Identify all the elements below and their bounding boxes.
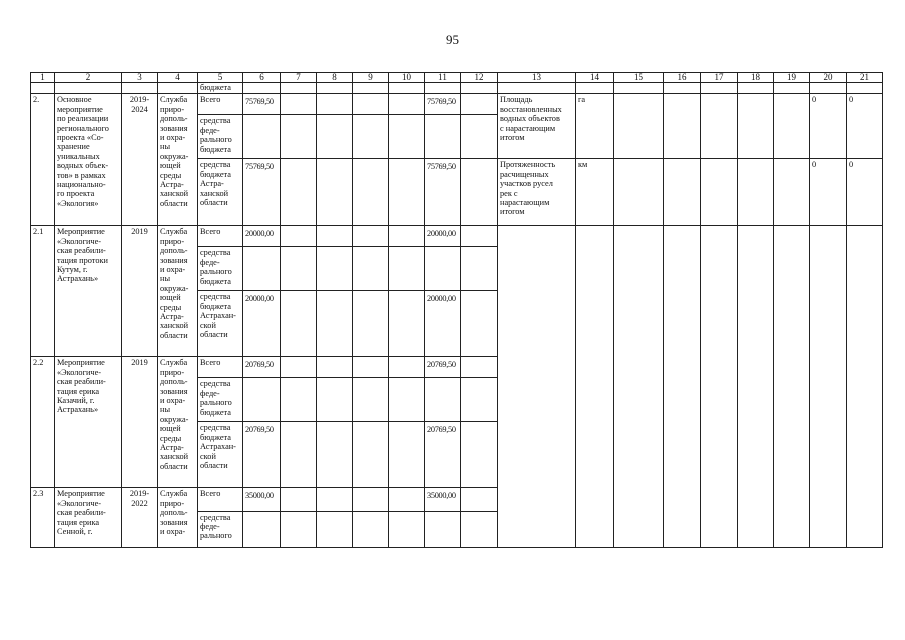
col-header: 5 [198,73,243,83]
indicator-name: Протяженность расчищенных участков русел рек с нарастающим итогом [498,159,576,226]
continuation-text: бюджета [198,83,243,94]
amount-col6: 20769,50 [243,422,281,488]
indicator-value: 0 [810,94,847,159]
amount-col11: 20769,50 [425,357,461,378]
amount-col6: 75769,50 [243,159,281,226]
years: 2019 [122,226,158,357]
executor: Служба приро- дополь- зования и охра- ны окружа- ющей среды Астра- ханской области [158,226,198,357]
source-regional: средства бюджета Астра- ханской области [198,159,243,226]
col-header: 6 [243,73,281,83]
amount-col11: 20769,50 [425,422,461,488]
amount-col11: 35000,00 [425,488,461,511]
source-total: Всего [198,94,243,115]
col-header: 17 [701,73,738,83]
source-total: Всего [198,488,243,511]
source-federal: средства феде- рального бюджета [198,247,243,291]
amount-col6: 35000,00 [243,488,281,511]
years: 2019- 2022 [122,488,158,547]
row-number: 2.3 [31,488,55,547]
source-total: Всего [198,357,243,378]
measure-name: Мероприятие «Экологиче- ская реабили- тация ерика Казачий, г. Астрахань» [55,357,122,488]
source-federal: средства феде- рального [198,511,243,547]
measure-name: Основное мероприятие по реализации регионального проекта «Со- хранение уникальных водных объек- тов» в рамках национально- го проекта «Экология» [55,94,122,226]
source-federal: средства феде- рального бюджета [198,378,243,422]
executor: Служба приро- дополь- зования и охра- ны окружа- ющей среды Астра- ханской области [158,357,198,488]
indicator-value: 0 [810,159,847,226]
col-header: 3 [122,73,158,83]
col-header: 7 [281,73,317,83]
column-number-header-row [31,73,883,83]
indicator-name: Площадь восстановленных водных объектов с нарастающим итогом [498,94,576,159]
col-header: 4 [158,73,198,83]
amount-col11: 75769,50 [425,159,461,226]
executor: Служба приро- дополь- зования и охра- [158,488,198,547]
table-row [31,94,883,115]
source-regional: средства бюджета Астрахан- ской области [198,291,243,357]
table-row [31,226,883,247]
source-federal: средства феде- рального бюджета [198,115,243,159]
col-header: 14 [576,73,614,83]
col-header: 13 [498,73,576,83]
col-header: 20 [810,73,847,83]
years: 2019- 2024 [122,94,158,226]
row-number: 2. [31,94,55,226]
col-header: 18 [738,73,774,83]
program-table [30,72,883,548]
indicator-value: 0 [847,94,883,159]
indicator-unit: га [576,94,614,159]
amount-col11: 20000,00 [425,226,461,247]
indicator-unit: км [576,159,614,226]
amount-col6: 20000,00 [243,291,281,357]
measure-name: Мероприятие «Экологиче- ская реабили- тация ерика Сенной, г. [55,488,122,547]
col-header: 16 [664,73,701,83]
row-number: 2.1 [31,226,55,357]
amount-col11: 75769,50 [425,94,461,115]
col-header: 10 [389,73,425,83]
col-header: 9 [353,73,389,83]
source-regional: средства бюджета Астрахан- ской области [198,422,243,488]
col-header: 21 [847,73,883,83]
row-number: 2.2 [31,357,55,488]
executor: Служба приро- дополь- зования и охра- ны окружа- ющей среды Астра- ханской области [158,94,198,226]
col-header: 2 [55,73,122,83]
indicator-value: 0 [847,159,883,226]
source-total: Всего [198,226,243,247]
col-header: 19 [774,73,810,83]
col-header: 12 [461,73,498,83]
continuation-row [31,83,883,94]
measure-name: Мероприятие «Экологиче- ская реабили- тация протоки Кутум, г. Астрахань» [55,226,122,357]
amount-col6: 20769,50 [243,357,281,378]
years: 2019 [122,357,158,488]
col-header: 8 [317,73,353,83]
amount-col11: 20000,00 [425,291,461,357]
page-number: 95 [446,32,459,47]
col-header: 11 [425,73,461,83]
amount-col6: 20000,00 [243,226,281,247]
col-header: 1 [31,73,55,83]
amount-col6: 75769,50 [243,94,281,115]
col-header: 15 [614,73,664,83]
